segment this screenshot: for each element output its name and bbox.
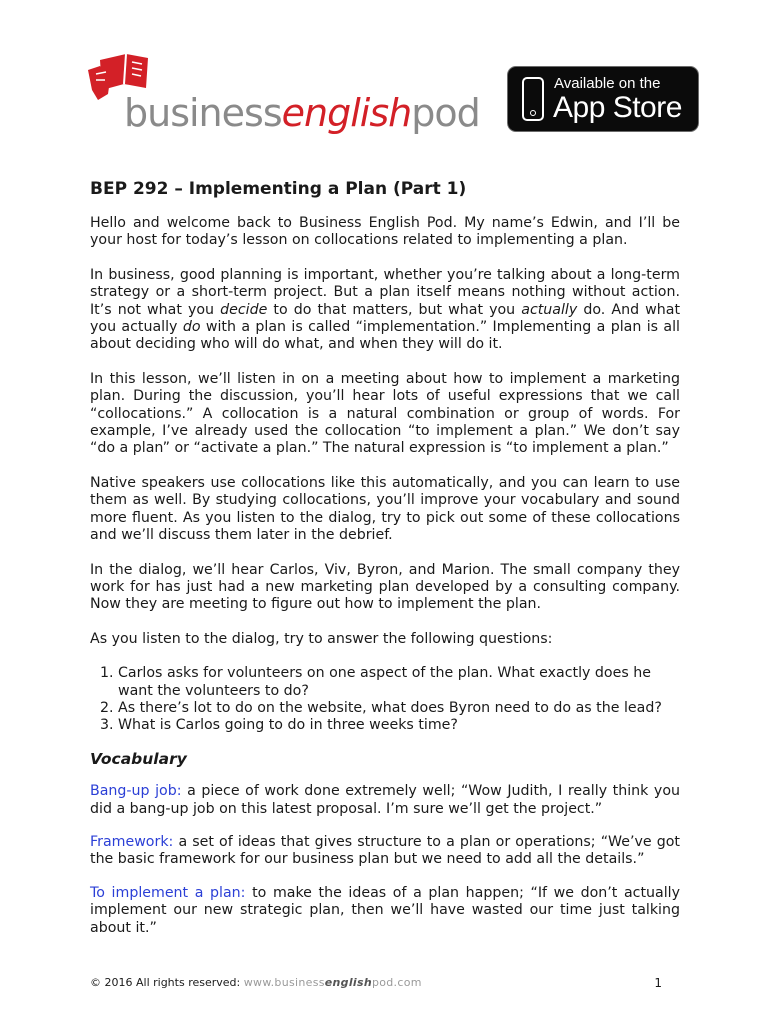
- app-store-line2: App Store: [553, 91, 682, 124]
- page-number: 1: [654, 976, 662, 990]
- page-footer: [90, 976, 662, 990]
- app-store-badge[interactable]: [507, 66, 699, 132]
- businessenglishpod-logo: [86, 50, 486, 136]
- question-item: 1. Carlos asks for volunteers on one aspect of the plan. What exactly does he want the volunteers to do?: [118, 665, 680, 700]
- planning-paragraph: In business, good planning is important, whether you’re talking about a long-term strategy or a short-term project. But a plan itself means nothing without action. It’s not what you decide to do that matters, but what you actually do. And what you actually do with a plan is called “implementation.” Implementing a plan is all about deciding who will do what, and when they will do it.: [90, 266, 681, 353]
- dialog-paragraph: In the dialog, we’ll hear Carlos, Viv, Byron, and Marion. The small company they work for has just had a new marketing plan developed by a consulting company. Now they are meeting to figure out how to implement the plan.: [90, 561, 680, 613]
- vocabulary-heading: Vocabulary: [90, 749, 187, 768]
- question-item: 2. As there’s lot to do on the website, what does Byron need to do as the lead?: [118, 700, 680, 717]
- vocab-definition: to make the ideas of a plan happen; “If we don’t actually implement our new strategic plan, then we’ll have wasted our time just talking about it.”: [90, 884, 680, 936]
- vocab-entry: [90, 834, 680, 869]
- intro-paragraph: Hello and welcome back to Business English Pod. My name’s Edwin, and I’ll be your host for today’s lesson on collocations related to implementing a plan.: [90, 215, 680, 249]
- vocab-definition: a set of ideas that gives structure to a plan or operations; “We’ve got the basic framework for our business plan but we need to add all the details.”: [90, 833, 680, 868]
- vocab-entry: [90, 885, 680, 937]
- native-speakers-paragraph: Native speakers use collocations like this automatically, and you can learn to use them as well. By studying collocations, you’ll improve your vocabulary and sound more fluent. As you listen to the dialog, try to pick out some of these collocations and we’ll discuss them later in the debrief.: [90, 474, 680, 544]
- app-store-line1: Available on the: [554, 75, 661, 92]
- vocab-entry: [90, 783, 680, 818]
- copyright-notice: © 2016 All rights reserved: www.businessenglishpod.com: [90, 976, 422, 989]
- questions-list: [90, 665, 680, 735]
- iphone-icon: [522, 77, 544, 121]
- vocab-term: Bang-up job:: [90, 783, 182, 800]
- vocab-definition: a piece of work done extremely well; “Wow Judith, I really think you did a bang-up job on this latest proposal. I’m sure we’ll get the project.”: [90, 783, 680, 817]
- footer-url[interactable]: www.businessenglishpod.com: [243, 976, 422, 989]
- logo-wordmark: businessenglishpod: [124, 91, 480, 135]
- lesson-title: BEP 292 – Implementing a Plan (Part 1): [90, 179, 467, 199]
- questions-intro: As you listen to the dialog, try to answer the following questions:: [90, 630, 553, 647]
- lesson-content: [90, 178, 680, 953]
- vocab-term: To implement a plan:: [90, 884, 246, 901]
- collocations-paragraph: In this lesson, we’ll listen in on a meeting about how to implement a marketing plan. During the discussion, you’ll hear lots of useful expressions that we call “collocations.” A collocation is a natural combination or group of words. For example, I’ve already used the collocation “to implement a plan.” We don’t say “do a plan” or “activate a plan.” The natural expression is “to implement a plan.”: [90, 370, 680, 457]
- question-item: 3. What is Carlos going to do in three weeks time?: [118, 717, 680, 734]
- vocab-term: Framework:: [90, 833, 174, 850]
